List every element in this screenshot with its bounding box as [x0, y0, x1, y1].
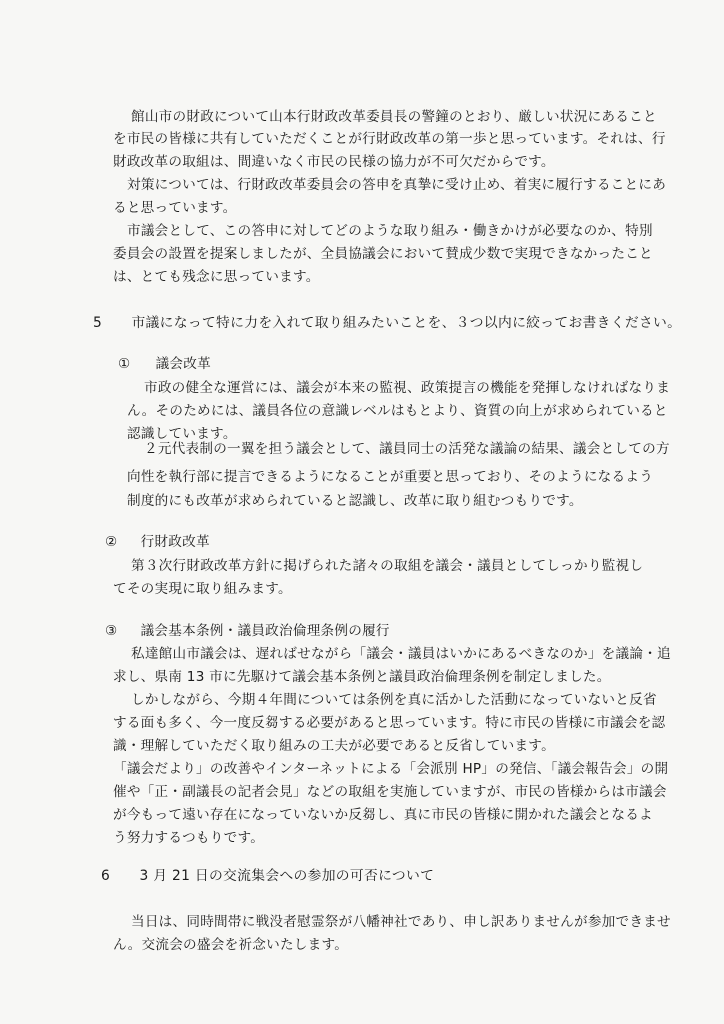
- question-6: [101, 867, 434, 885]
- intro-line-8: は、とても残念に思っています。: [113, 269, 320, 285]
- item-3-marker: ③: [105, 623, 118, 639]
- item-3-heading: [105, 622, 390, 640]
- intro-line-7: 委員会の設置を提案しましたが、全員協議会において賛成少数で実現できなかったこと: [113, 246, 653, 262]
- item-2-marker: ②: [105, 534, 118, 550]
- item-2-line-1: 第３次行財政改革方針に掲げられた諸々の取組を議会・議員としてしっかり監視し: [131, 558, 644, 574]
- intro-line-6: 市議会として、この答申に対してどのような取り組み・働きかけが必要なのか、特別: [127, 223, 653, 239]
- item-3-line-9: う努力するつもりです。: [113, 830, 265, 846]
- intro-line-2: を市民の皆様に共有していただくことが行財政改革の第一歩と思っています。それは、行: [113, 131, 666, 147]
- item-1-line-5: 向性を執行部に提言できるようになることが重要と思っており、そのようになるよう: [127, 469, 654, 485]
- intro-line-4: 対策については、行財政改革委員会の答申を真摯に受け止め、着実に履行することにあ: [127, 177, 667, 193]
- item-2-title: 行財政改革: [140, 534, 210, 550]
- intro-line-1: 館山市の財政について山本行財政改革委員長の警鐘のとおり、厳しい状況にあること: [131, 109, 657, 125]
- item-1-marker: ①: [118, 356, 131, 372]
- item-1-line-6: 制度的にも改革が求められていると認識し、改革に取り組むつもりです。: [127, 493, 583, 509]
- item-3-line-2: 求し、県南 13 市に先駆けて議会基本条例と議員政治倫理条例を制定しました。: [113, 669, 611, 685]
- item-3-line-4: する面も多く、今一度反芻する必要があると思っています。特に市民の皆様に市議会を認: [113, 715, 666, 731]
- item-3-title: 議会基本条例・議員政治倫理条例の履行: [140, 623, 390, 639]
- intro-line-3: 財政改革の取組は、間違いなく市民の民様の協力が不可欠だからです。: [113, 154, 555, 170]
- answer-6-line-2: ん。交流会の盛会を祈念いたします。: [113, 937, 349, 953]
- question-5-number: 5: [93, 315, 103, 331]
- question-6-number: 6: [101, 868, 111, 884]
- item-3-line-5: 識・理解していただく取り組みの工夫が必要であると反省しています。: [113, 738, 555, 754]
- item-1-line-2: ん。そのためには、議員各位の意識レベルはもとより、資質の向上が求められていると: [127, 403, 668, 419]
- item-3-line-1: 私達館山市議会は、遅ればせながら「議会・議員はいかにあるべきなのか」を議論・追: [131, 646, 671, 662]
- item-1-line-4: ２元代表制の一翼を担う議会として、議員同士の活発な議論の結果、議会としての方: [144, 441, 670, 457]
- item-3-line-6: 「議会だより」の改善やインターネットによる「会派別 HP」の発信、「議会報告会」の開: [113, 761, 669, 777]
- item-2-line-2: てその実現に取り組みます。: [113, 581, 292, 597]
- item-3-line-8: が今もって遠い存在になっていないか反芻し、真に市民の皆様に開かれた議会となるよ: [113, 807, 653, 823]
- question-5: [93, 314, 681, 332]
- answer-6-line-1: 当日は、同時間帯に戦没者慰霊祭が八幡神社であり、申し訳ありませんが参加できませ: [131, 914, 671, 930]
- item-2-heading: [105, 533, 210, 551]
- item-1-title: 議会改革: [155, 356, 211, 372]
- item-3-line-7: 催や「正・副議長の記者会見」などの取組を実施していますが、市民の皆様からは市議会: [113, 784, 667, 800]
- item-1-line-1: 市政の健全な運営には、議会が本来の監視、政策提言の機能を発揮しなければなりま: [144, 380, 671, 396]
- item-1-heading: [118, 355, 211, 373]
- item-3-line-3: しかしながら、今期４年間については条例を真に活かした活動になっていないと反省: [131, 692, 657, 708]
- question-5-text: 市議になって特に力を入れて取り組みたいことを、３つ以内に絞ってお書きください。: [131, 315, 682, 331]
- question-6-text: 3 月 21 日の交流集会への参加の可否について: [139, 868, 435, 884]
- intro-line-5: ると思っています。: [113, 200, 237, 216]
- item-1-line-3: 認識しています。: [127, 426, 237, 442]
